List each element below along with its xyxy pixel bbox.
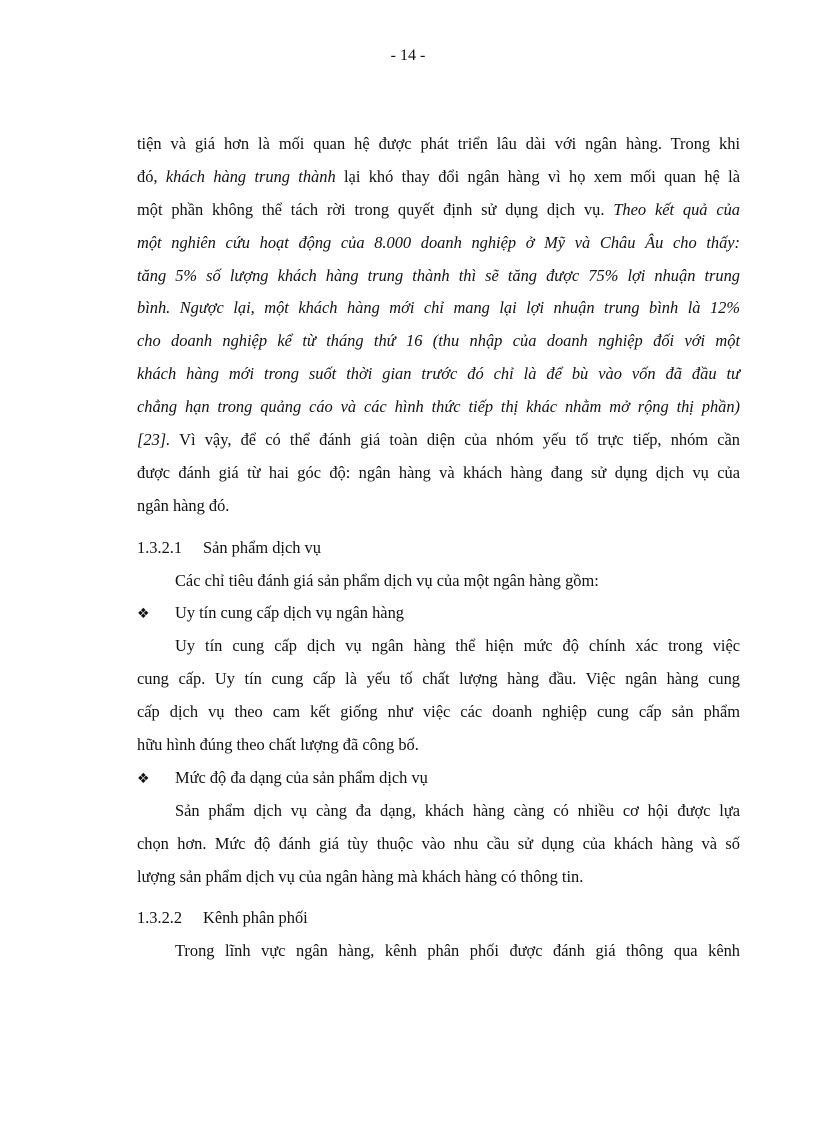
text-line: chọn hơn. Mức độ đánh giá tùy thuộc vào nhu cầu sử dụng của khách hàng và số (137, 833, 740, 853)
diamond-bullet-icon: ❖ (137, 770, 150, 787)
text-line: tiện và giá hơn là mối quan hệ được phát triển lâu dài với ngân hàng. Trong khi (137, 134, 740, 153)
text-line: một nghiên cứu hoạt động của 8.000 doanh nghiệp ở Mỹ và Châu Âu cho thấy: (137, 232, 740, 252)
paragraph-da-dang (137, 795, 740, 894)
text-line: Sản phẩm dịch vụ càng đa dạng, khách hàng càng có nhiều cơ hội được lựa (175, 800, 740, 820)
page-number: - 14 - (390, 47, 426, 64)
text-line: [23]. Vì vậy, để có thể đánh giá toàn diện của nhóm yếu tố trực tiếp, nhóm cần (137, 430, 740, 450)
text-line: một phần không thể tách rời trong quyết định sử dụng dịch vụ. Theo kết quả của (137, 199, 741, 219)
text-line: được đánh giá từ hai góc độ: ngân hàng và khách hàng đang sử dụng dịch vụ của (137, 462, 740, 482)
bullet-item-uy-tin (137, 597, 740, 630)
text-line: lượng sản phẩm dịch vụ của ngân hàng mà khách hàng có thông tin. (137, 866, 584, 886)
section-heading-san-pham-dich-vu (137, 532, 740, 565)
text-line: ngân hàng đó. (137, 495, 230, 515)
text-line: cung cấp. Uy tín cung cấp là yếu tố chất lượng hàng đầu. Việc ngân hàng cung (137, 669, 740, 689)
bullet-title: Mức độ đa dạng của sản phẩm dịch vụ (175, 767, 428, 787)
emphasis-text: Theo kết quả của (613, 199, 741, 219)
text-line: Trong lĩnh vực ngân hàng, kênh phân phối được đánh giá thông qua kênh (175, 941, 740, 961)
bullet-item-da-dang (137, 762, 740, 795)
diamond-bullet-icon: ❖ (137, 606, 150, 623)
section-title: Kênh phân phối (203, 908, 308, 928)
text-line: đó, khách hàng trung thành lại khó thay đổi ngân hàng vì họ xem mối quan hệ là (137, 166, 740, 186)
text-line: bình. Ngược lại, một khách hàng mới chỉ mang lại lợi nhuận trung bình là 12% (137, 298, 740, 318)
text-line: tăng 5% số lượng khách hàng trung thành thì sẽ tăng được 75% lợi nhuận trung (137, 265, 740, 285)
text-line: khách hàng mới trong suốt thời gian trước đó chỉ là để bù vào vốn đã đầu tư (137, 364, 740, 384)
bullet-title: Uy tín cung cấp dịch vụ ngân hàng (175, 603, 404, 623)
section-title: Sản phẩm dịch vụ (203, 537, 321, 557)
section-number: 1.3.2.2 (137, 908, 183, 928)
text-line: hữu hình đúng theo chất lượng đã công bố. (137, 735, 419, 755)
text-line: chẳng hạn trong quảng cáo và các hình thức tiếp thị khác nhằm mở rộng thị phần) (137, 397, 740, 417)
section-intro: Các chỉ tiêu đánh giá sản phẩm dịch vụ của một ngân hàng gồm: (175, 570, 599, 590)
text-line: Uy tín cung cấp dịch vụ ngân hàng thể hiện mức độ chính xác trong việc (175, 636, 740, 656)
text-line: cho doanh nghiệp kể từ tháng thứ 16 (thu nhập của doanh nghiệp đối với một (137, 331, 740, 351)
section-number: 1.3.2.1 (137, 537, 183, 557)
text-line: cấp dịch vụ theo cam kết giống như việc các doanh nghiệp cung cấp sản phẩm (137, 702, 740, 722)
paragraph-uy-tin (137, 630, 740, 762)
document-body (137, 128, 740, 968)
paragraph-customer-loyalty (137, 128, 740, 523)
emphasis-text: khách hàng trung thành (165, 166, 336, 186)
citation: [23]. (137, 430, 171, 450)
section-heading-kenh-phan-phoi (137, 902, 740, 935)
